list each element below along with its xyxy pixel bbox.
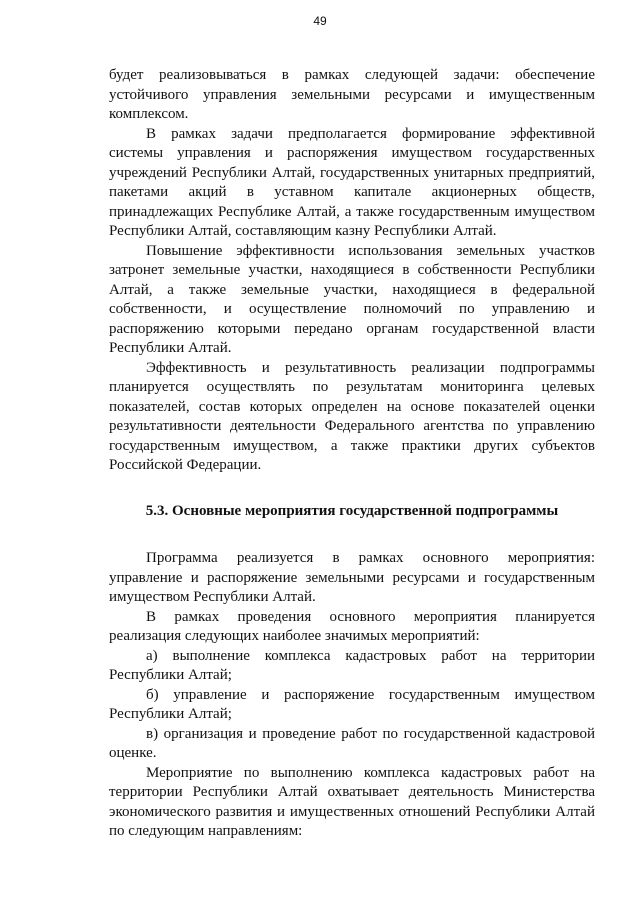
paragraph-measures-intro: В рамках проведения основного мероприятия планируется реализация следующих наиболее значимых мероприятий: xyxy=(109,608,595,644)
paragraph-land-efficiency: Повышение эффективности использования земельных участков затронет земельные участки, находящиеся в собственности Республики Алтай, а также земельные участки, находящиеся в федеральной собственности, и осуществление полномочий по управлению и распоряжению которыми передано органам государственной власти Республики Алтай. xyxy=(109,242,595,356)
list-item-c: в) организация и проведение работ по государственной кадастровой оценке. xyxy=(109,725,595,761)
document-body xyxy=(109,66,595,842)
paragraph-task-scope: В рамках задачи предполагается формирование эффективной системы управления и распоряжения имуществом государственных учреждений Республики Алтай, государственных унитарных предприятий, пакетами акций в уставном капитале акционерных обществ, принадлежащих Республике Алтай, а также государственным имуществом Республики Алтай, составляющим казну Республики Алтай. xyxy=(109,125,595,239)
paragraph-effectiveness: Эффективность и результативность реализации подпрограммы планируется осуществлять по результатам мониторинга целевых показателей, состав которых определен на основе показателей оценки результативности деятельности Федерального агентства по управлению государственным имуществом, а также практики других субъектов Российской Федерации. xyxy=(109,359,595,473)
paragraph-cadastral-works: Мероприятие по выполнению комплекса кадастровых работ на территории Республики Алтай охватывает деятельность Министерства экономического развития и имущественных отношений Республики Алтай по следующим направлениям: xyxy=(109,764,595,839)
page-number: 49 xyxy=(313,14,327,28)
section-heading: 5.3. Основные мероприятия государственной подпрограммы xyxy=(145,502,559,519)
list-item-a: а) выполнение комплекса кадастровых работ на территории Республики Алтай; xyxy=(109,647,595,683)
paragraph-program-implementation: Программа реализуется в рамках основного мероприятия: управление и распоряжение земельными ресурсами и государственным имуществом Республики Алтай. xyxy=(109,550,595,605)
list-item-b: б) управление и распоряжение государственным имуществом Республики Алтай; xyxy=(109,686,595,722)
paragraph-continuation: будет реализовываться в рамках следующей задачи: обеспечение устойчивого управления земельными ресурсами и имущественным комплексом. xyxy=(109,67,595,122)
